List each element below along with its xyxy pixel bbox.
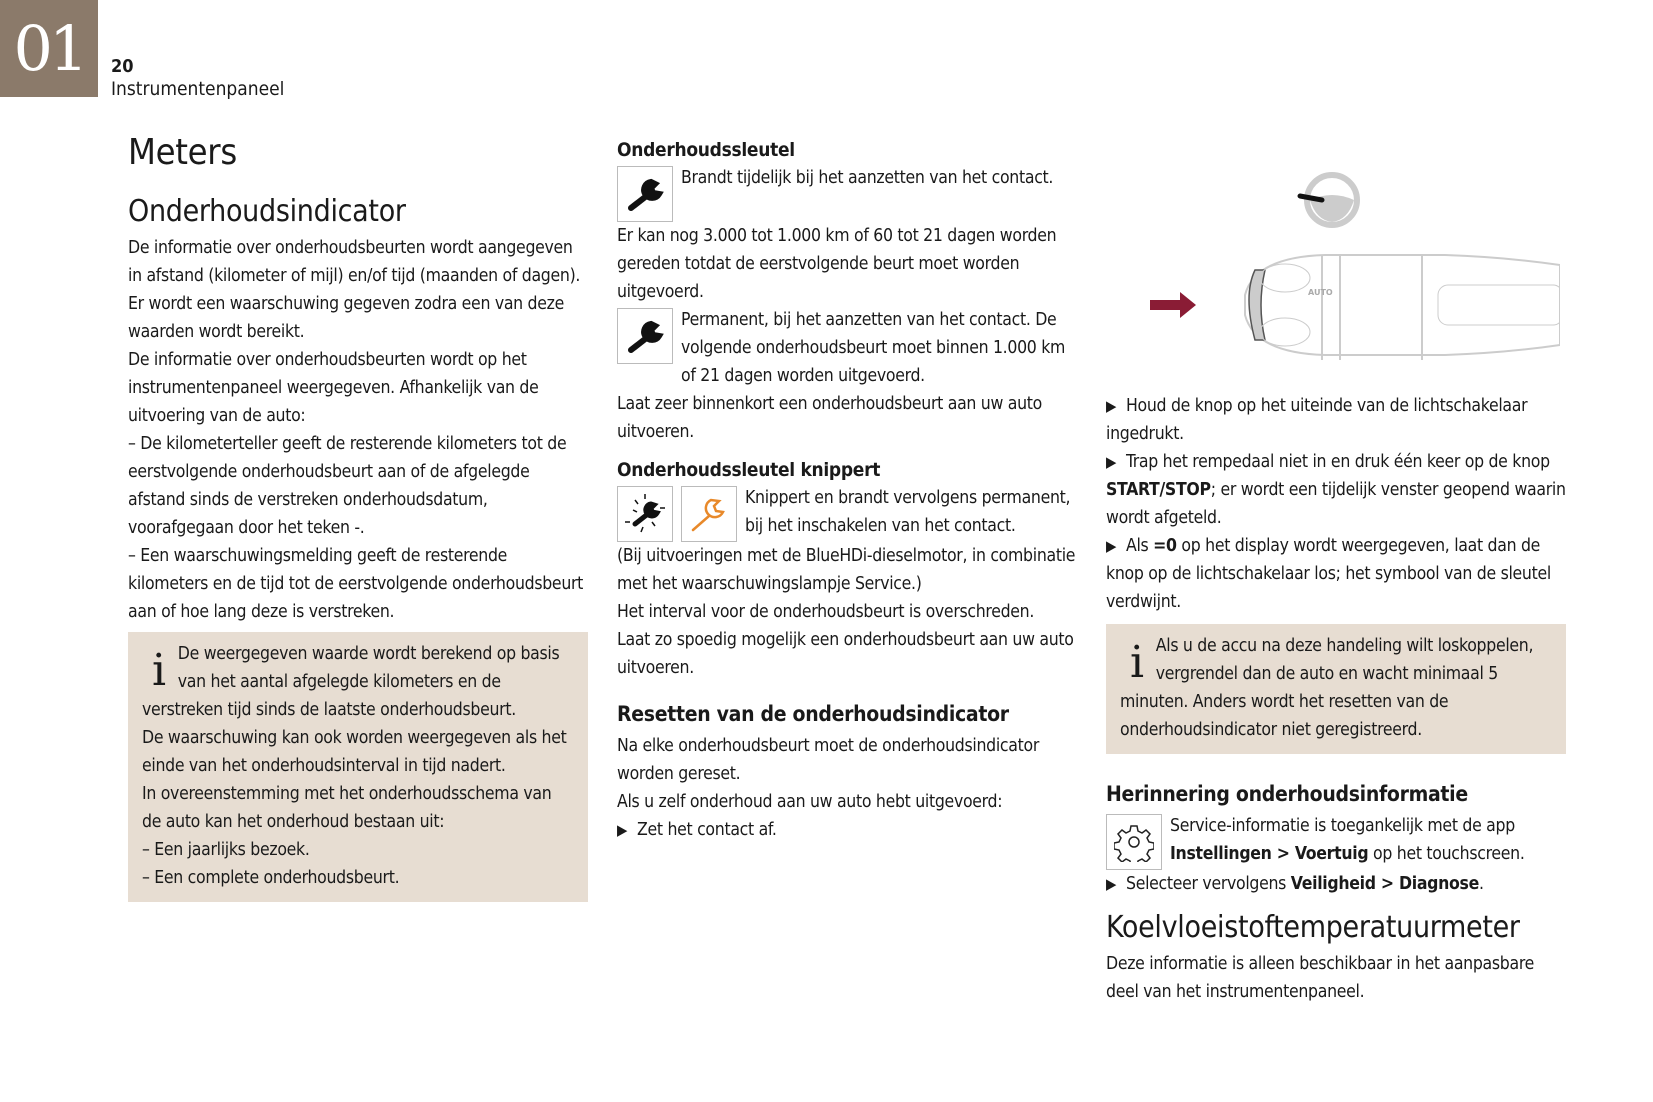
- blinking-wrench-icon: [617, 486, 673, 542]
- list-item: – Een jaarlijks bezoek.: [142, 840, 310, 860]
- info-box: [128, 632, 588, 902]
- step: [617, 816, 1077, 844]
- paragraph: Er kan nog 3.000 tot 1.000 km of 60 tot 21 dagen worden gereden totdat de eerstvolgende beurt moet worden uitgevoerd.: [617, 226, 1057, 302]
- list-item: – De kilometerteller geeft de resterende kilometers tot de eerstvolgende onderhoudsbeurt aan of de afgelegde afstand sinds de verstreken onderhoudsdatum, voorafgegaan door het teken -.: [128, 434, 567, 538]
- step: [1106, 448, 1566, 532]
- list-item: – Een waarschuwingsmelding geeft de resterende kilometers en de tijd tot de eerstvolgende onderhoudsbeurt aan of hoe lang deze is verstreken.: [128, 546, 584, 622]
- paragraph: Laat zo spoedig mogelijk een onderhoudsbeurt aan uw auto uitvoeren.: [617, 630, 1074, 678]
- subheading: Onderhoudssleutel knippert: [617, 459, 881, 481]
- paragraph: Als u zelf onderhoud aan uw auto hebt uitgevoerd:: [617, 792, 1003, 812]
- info-box: [1106, 624, 1566, 754]
- gear-icon: [1106, 814, 1162, 870]
- step-text: Zet het contact af.: [637, 820, 777, 840]
- list-item: – Een complete onderhoudsbeurt.: [142, 868, 400, 888]
- subheading: Onderhoudssleutel: [617, 139, 795, 161]
- paragraph: De informatie over onderhoudsbeurten wordt op het instrumentenpaneel weergegeven. Afhankelijk van de uitvoering van de auto:: [128, 350, 539, 426]
- steering-wheel-icon: [1300, 175, 1357, 225]
- paragraph: De informatie over onderhoudsbeurten wordt aangegeven in afstand (kilometer of mijl) en/of tijd (maanden of dagen).: [128, 238, 581, 286]
- info-icon: i: [152, 645, 166, 696]
- step-text: Trap het rempedaal niet in en druk één keer op de knop: [1126, 452, 1550, 472]
- paragraph: Na elke onderhoudsbeurt moet de onderhoudsindicator worden gereset.: [617, 736, 1039, 784]
- orange-wrench-icon: [681, 486, 737, 542]
- info-text: De waarschuwing kan ook worden weergegeven als het einde van het onderhoudsinterval in tijd nadert.: [142, 728, 567, 776]
- light-stalk-illustration: [1150, 160, 1560, 380]
- wrench-icon: [617, 308, 673, 364]
- step-text: Houd de knop op het uiteinde van de lichtschakelaar ingedrukt.: [1106, 396, 1528, 444]
- paragraph: Het interval voor de onderhoudsbeurt is overschreden.: [617, 602, 1035, 622]
- bullet-arrow-icon: ▶: [617, 821, 628, 839]
- step: [1106, 532, 1566, 616]
- step-text: op het display wordt weergegeven, laat dan de knop op de lichtschakelaar los; het symbool van de sleutel verdwijnt.: [1106, 536, 1551, 612]
- column-left: [128, 130, 588, 902]
- paragraph: Knippert en brandt vervolgens permanent, bij het inschakelen van het contact.: [745, 488, 1071, 536]
- bullet-arrow-icon: ▶: [1106, 537, 1117, 555]
- wrench-icon: [617, 166, 673, 222]
- info-text: Als u de accu na deze handeling wilt loskoppelen, vergrendel dan de auto en wacht minimaal 5 minuten. Anders wordt het resetten van de onderhoudsindicator niet geregistreerd.: [1120, 636, 1534, 740]
- column-right: [1106, 392, 1566, 1006]
- zero-label: =0: [1153, 536, 1177, 556]
- step-text: Selecteer vervolgens: [1126, 874, 1291, 894]
- menu-path: Veiligheid > Diagnose: [1290, 874, 1479, 894]
- step-text: .: [1479, 874, 1484, 894]
- page-number: 20: [111, 56, 134, 77]
- menu-path: Instellingen > Voertuig: [1170, 844, 1369, 864]
- paragraph: Laat zeer binnenkort een onderhoudsbeurt aan uw auto uitvoeren.: [617, 394, 1042, 442]
- step-text: ; er wordt een tijdelijk venster geopend waarin wordt afgeteld.: [1106, 480, 1566, 528]
- paragraph: Brandt tijdelijk bij het aanzetten van het contact.: [681, 168, 1054, 188]
- info-icon: i: [1130, 637, 1144, 688]
- info-text: In overeenstemming met het onderhoudsschema van de auto kan het onderhoud bestaan uit:: [142, 784, 552, 832]
- subheading: Resetten van de onderhoudsindicator: [617, 702, 1009, 726]
- auto-label: AUTO: [1308, 288, 1333, 297]
- section-heading: Onderhoudsindicator: [128, 194, 406, 229]
- red-arrow-icon: [1150, 292, 1196, 318]
- paragraph: [1106, 812, 1566, 868]
- section-heading: Koelvloeistoftemperatuurmeter: [1106, 910, 1520, 945]
- paragraph: Er wordt een waarschuwing gegeven zodra een van deze waarden wordt bereikt.: [128, 294, 564, 342]
- chapter-number: 01: [0, 0, 98, 97]
- section-title: Instrumentenpaneel: [111, 78, 285, 100]
- paragraph: (Bij uitvoeringen met de BlueHDi-dieselmotor, in combinatie met het waarschuwingslampje Service.): [617, 546, 1076, 594]
- step: [1106, 870, 1566, 898]
- info-text: De weergegeven waarde wordt berekend op basis van het aantal afgelegde kilometers en de verstreken tijd sinds de laatste onderhoudsbeurt.: [142, 644, 560, 720]
- gear-text: Service-informatie is toegankelijk met de app: [1170, 816, 1515, 836]
- bullet-arrow-icon: ▶: [1106, 875, 1117, 893]
- paragraph: Deze informatie is alleen beschikbaar in het aanpasbare deel van het instrumentenpaneel.: [1106, 954, 1535, 1002]
- start-stop-label: START/STOP: [1106, 480, 1211, 500]
- step: [1106, 392, 1566, 448]
- paragraph: Permanent, bij het aanzetten van het contact. De volgende onderhoudsbeurt moet binnen 1.000 km of 21 dagen worden uitgevoerd.: [681, 310, 1066, 386]
- bullet-arrow-icon: ▶: [1106, 397, 1117, 415]
- column-middle: [617, 136, 1077, 844]
- bullet-arrow-icon: ▶: [1106, 453, 1117, 471]
- page-title: Meters: [128, 132, 237, 173]
- gear-text: op het touchscreen.: [1368, 844, 1525, 864]
- subheading: Herinnering onderhoudsinformatie: [1106, 782, 1468, 806]
- step-text: Als: [1126, 536, 1154, 556]
